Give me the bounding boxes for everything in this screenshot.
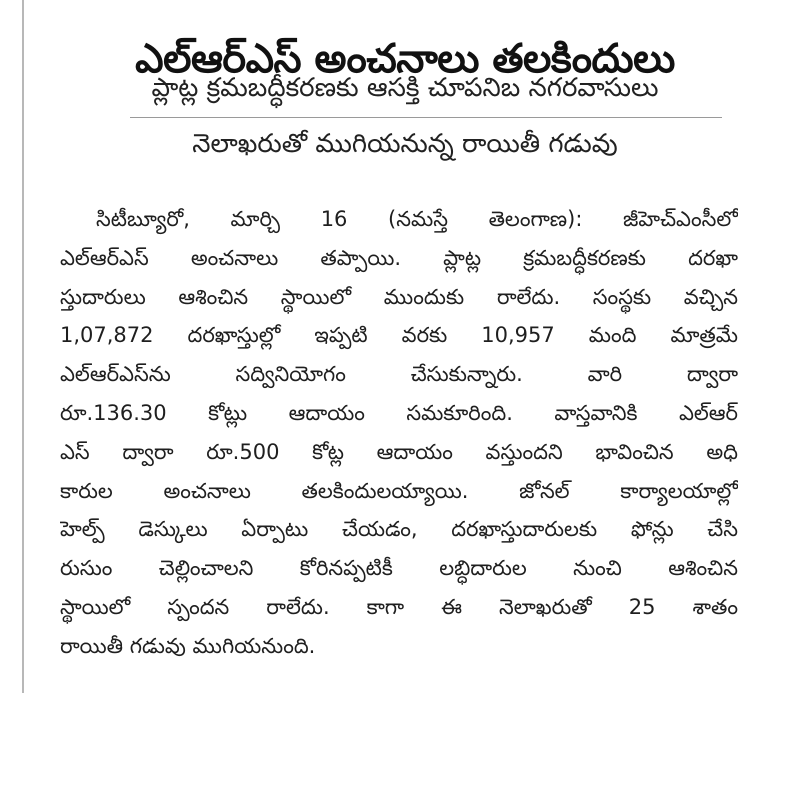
subheading-1: ప్లాట్ల క్రమబద్ధీకరణకు ఆసక్తి చూపనిబ నగరవాసులు [151,73,659,103]
body-line: కారుల అంచనాలు తలకిందులయ్యాయి. జోనల్‌ కార్యాలయాల్లో [60,478,738,503]
subheading-2: నెలాఖరుతో ముగియనున్న రాయితీ గడువు [192,129,618,159]
body-line: రుసుం చెల్లించాలని కోరినప్పటికీ లబ్ధిదారుల నుంచి ఆశించిన [60,556,738,581]
body-line: హెల్ప్‌ డెస్కులు ఏర్పాటు చేయడం, దరఖాస్తుదారులకు ఫోన్లు చేసి [60,517,738,542]
body-line: సిటీబ్యూరో, మార్చి 16 (నమస్తే తెలంగాణ): జీహెచ్‌ఎంసీలో [96,207,738,231]
subheading-divider [130,117,722,118]
body-line: రాయితీ గడువు ముగియనుంది. [60,633,316,658]
article-body [60,200,738,666]
body-line: రూ.136.30 కోట్లు ఆదాయం సమకూరింది. వాస్తవానికి ఎల్‌ఆర్‌ [60,400,738,425]
body-line: ఎల్‌ఆర్‌ఎస్‌ అంచనాలు తప్పాయి. ప్లాట్ల క్రమబద్ధీకరణకు దరఖా [60,245,738,270]
body-line: ఎల్‌ఆర్‌ఎస్‌ను సద్వినియోగం చేసుకున్నారు. వారి ద్వారా [60,362,738,387]
body-line: స్తుదారులు ఆశించిన స్థాయిలో ముందుకు రాలేదు. సంస్థకు వచ్చిన [60,284,738,309]
body-line: 1,07,872 దరఖాస్తుల్లో ఇప్పటి వరకు 10,957 మంది మాత్రమే [60,323,738,348]
headline: ఎల్‌ఆర్‌ఎస్‌ అంచనాలు తలకిందులు [135,35,675,82]
body-line: ఎస్‌ ద్వారా రూ.500 కోట్ల ఆదాయం వస్తుందని భావించిన అధి [60,439,738,464]
column-divider [22,0,24,693]
body-line: స్థాయిలో స్పందన రాలేదు. కాగా ఈ నెలాఖరుతో 25 శాతం [60,594,738,619]
